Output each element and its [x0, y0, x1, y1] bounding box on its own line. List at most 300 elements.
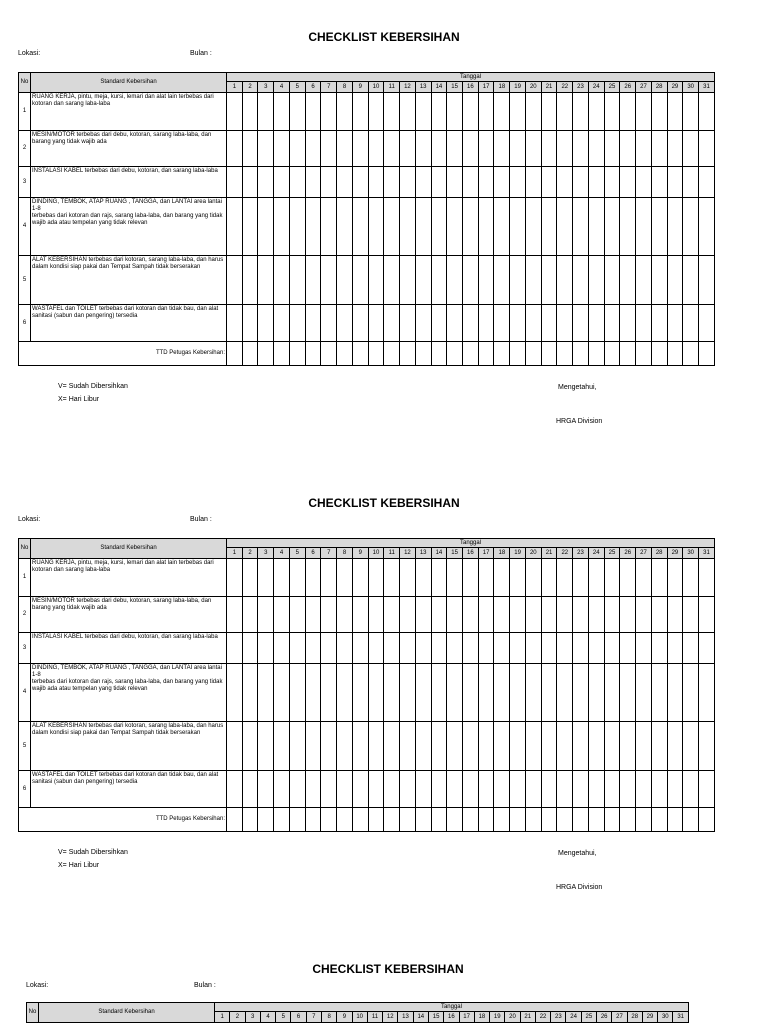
- check-cell[interactable]: [337, 305, 353, 342]
- check-cell[interactable]: [636, 131, 652, 167]
- signature-cell[interactable]: [368, 342, 384, 366]
- check-cell[interactable]: [463, 305, 479, 342]
- check-cell[interactable]: [636, 93, 652, 131]
- check-cell[interactable]: [321, 167, 337, 198]
- check-cell[interactable]: [620, 167, 636, 198]
- signature-cell[interactable]: [431, 808, 447, 832]
- check-cell[interactable]: [620, 664, 636, 722]
- check-cell[interactable]: [636, 305, 652, 342]
- check-cell[interactable]: [447, 633, 463, 664]
- check-cell[interactable]: [400, 597, 416, 633]
- signature-cell[interactable]: [321, 342, 337, 366]
- signature-cell[interactable]: [573, 342, 589, 366]
- check-cell[interactable]: [242, 771, 258, 808]
- check-cell[interactable]: [573, 131, 589, 167]
- check-cell[interactable]: [384, 664, 400, 722]
- check-cell[interactable]: [337, 559, 353, 597]
- check-cell[interactable]: [699, 771, 715, 808]
- check-cell[interactable]: [368, 198, 384, 256]
- check-cell[interactable]: [557, 722, 573, 771]
- check-cell[interactable]: [227, 597, 243, 633]
- check-cell[interactable]: [431, 597, 447, 633]
- check-cell[interactable]: [620, 559, 636, 597]
- check-cell[interactable]: [400, 722, 416, 771]
- signature-cell[interactable]: [463, 342, 479, 366]
- signature-cell[interactable]: [337, 808, 353, 832]
- signature-cell[interactable]: [620, 808, 636, 832]
- check-cell[interactable]: [683, 722, 699, 771]
- check-cell[interactable]: [699, 597, 715, 633]
- check-cell[interactable]: [274, 305, 290, 342]
- check-cell[interactable]: [321, 93, 337, 131]
- check-cell[interactable]: [337, 633, 353, 664]
- check-cell[interactable]: [683, 664, 699, 722]
- check-cell[interactable]: [651, 633, 667, 664]
- check-cell[interactable]: [384, 559, 400, 597]
- check-cell[interactable]: [667, 597, 683, 633]
- check-cell[interactable]: [321, 256, 337, 305]
- check-cell[interactable]: [415, 167, 431, 198]
- check-cell[interactable]: [305, 256, 321, 305]
- check-cell[interactable]: [573, 771, 589, 808]
- check-cell[interactable]: [400, 93, 416, 131]
- check-cell[interactable]: [683, 597, 699, 633]
- check-cell[interactable]: [368, 559, 384, 597]
- check-cell[interactable]: [289, 664, 305, 722]
- check-cell[interactable]: [352, 597, 368, 633]
- check-cell[interactable]: [274, 664, 290, 722]
- check-cell[interactable]: [384, 633, 400, 664]
- check-cell[interactable]: [321, 559, 337, 597]
- check-cell[interactable]: [620, 198, 636, 256]
- check-cell[interactable]: [431, 664, 447, 722]
- check-cell[interactable]: [478, 597, 494, 633]
- check-cell[interactable]: [337, 256, 353, 305]
- check-cell[interactable]: [651, 771, 667, 808]
- check-cell[interactable]: [447, 559, 463, 597]
- check-cell[interactable]: [431, 722, 447, 771]
- signature-cell[interactable]: [683, 342, 699, 366]
- check-cell[interactable]: [541, 305, 557, 342]
- check-cell[interactable]: [667, 131, 683, 167]
- check-cell[interactable]: [478, 305, 494, 342]
- check-cell[interactable]: [447, 597, 463, 633]
- signature-cell[interactable]: [557, 808, 573, 832]
- signature-cell[interactable]: [321, 808, 337, 832]
- check-cell[interactable]: [258, 131, 274, 167]
- check-cell[interactable]: [227, 559, 243, 597]
- check-cell[interactable]: [683, 167, 699, 198]
- check-cell[interactable]: [447, 664, 463, 722]
- check-cell[interactable]: [667, 93, 683, 131]
- check-cell[interactable]: [573, 305, 589, 342]
- check-cell[interactable]: [683, 131, 699, 167]
- check-cell[interactable]: [384, 597, 400, 633]
- signature-cell[interactable]: [573, 808, 589, 832]
- check-cell[interactable]: [289, 198, 305, 256]
- check-cell[interactable]: [604, 131, 620, 167]
- check-cell[interactable]: [321, 771, 337, 808]
- check-cell[interactable]: [667, 664, 683, 722]
- check-cell[interactable]: [699, 256, 715, 305]
- signature-cell[interactable]: [227, 808, 243, 832]
- check-cell[interactable]: [683, 256, 699, 305]
- check-cell[interactable]: [541, 131, 557, 167]
- check-cell[interactable]: [431, 167, 447, 198]
- check-cell[interactable]: [242, 256, 258, 305]
- check-cell[interactable]: [636, 722, 652, 771]
- check-cell[interactable]: [494, 722, 510, 771]
- check-cell[interactable]: [352, 559, 368, 597]
- check-cell[interactable]: [620, 597, 636, 633]
- signature-cell[interactable]: [478, 808, 494, 832]
- signature-cell[interactable]: [494, 808, 510, 832]
- signature-cell[interactable]: [463, 808, 479, 832]
- check-cell[interactable]: [368, 256, 384, 305]
- check-cell[interactable]: [242, 664, 258, 722]
- signature-cell[interactable]: [525, 342, 541, 366]
- check-cell[interactable]: [541, 167, 557, 198]
- check-cell[interactable]: [620, 305, 636, 342]
- check-cell[interactable]: [227, 664, 243, 722]
- check-cell[interactable]: [258, 722, 274, 771]
- check-cell[interactable]: [258, 198, 274, 256]
- check-cell[interactable]: [510, 559, 526, 597]
- signature-cell[interactable]: [415, 808, 431, 832]
- check-cell[interactable]: [494, 198, 510, 256]
- signature-cell[interactable]: [384, 808, 400, 832]
- signature-cell[interactable]: [274, 342, 290, 366]
- check-cell[interactable]: [274, 93, 290, 131]
- check-cell[interactable]: [431, 93, 447, 131]
- check-cell[interactable]: [337, 597, 353, 633]
- check-cell[interactable]: [384, 305, 400, 342]
- check-cell[interactable]: [557, 131, 573, 167]
- check-cell[interactable]: [400, 256, 416, 305]
- check-cell[interactable]: [667, 771, 683, 808]
- check-cell[interactable]: [620, 256, 636, 305]
- check-cell[interactable]: [494, 305, 510, 342]
- check-cell[interactable]: [667, 633, 683, 664]
- check-cell[interactable]: [525, 722, 541, 771]
- check-cell[interactable]: [636, 664, 652, 722]
- check-cell[interactable]: [463, 722, 479, 771]
- check-cell[interactable]: [274, 633, 290, 664]
- check-cell[interactable]: [289, 559, 305, 597]
- check-cell[interactable]: [510, 664, 526, 722]
- check-cell[interactable]: [651, 664, 667, 722]
- check-cell[interactable]: [337, 131, 353, 167]
- check-cell[interactable]: [573, 722, 589, 771]
- signature-cell[interactable]: [651, 342, 667, 366]
- check-cell[interactable]: [447, 93, 463, 131]
- check-cell[interactable]: [683, 305, 699, 342]
- check-cell[interactable]: [604, 597, 620, 633]
- check-cell[interactable]: [368, 664, 384, 722]
- check-cell[interactable]: [305, 633, 321, 664]
- signature-cell[interactable]: [242, 808, 258, 832]
- check-cell[interactable]: [368, 93, 384, 131]
- signature-cell[interactable]: [384, 342, 400, 366]
- check-cell[interactable]: [305, 93, 321, 131]
- check-cell[interactable]: [588, 93, 604, 131]
- check-cell[interactable]: [274, 167, 290, 198]
- check-cell[interactable]: [305, 131, 321, 167]
- check-cell[interactable]: [227, 198, 243, 256]
- check-cell[interactable]: [478, 256, 494, 305]
- check-cell[interactable]: [557, 256, 573, 305]
- check-cell[interactable]: [651, 131, 667, 167]
- check-cell[interactable]: [415, 722, 431, 771]
- check-cell[interactable]: [541, 256, 557, 305]
- check-cell[interactable]: [258, 597, 274, 633]
- check-cell[interactable]: [494, 771, 510, 808]
- check-cell[interactable]: [541, 198, 557, 256]
- check-cell[interactable]: [242, 559, 258, 597]
- check-cell[interactable]: [321, 633, 337, 664]
- check-cell[interactable]: [415, 664, 431, 722]
- check-cell[interactable]: [337, 93, 353, 131]
- check-cell[interactable]: [478, 664, 494, 722]
- check-cell[interactable]: [305, 664, 321, 722]
- check-cell[interactable]: [667, 305, 683, 342]
- check-cell[interactable]: [478, 559, 494, 597]
- check-cell[interactable]: [415, 597, 431, 633]
- check-cell[interactable]: [415, 771, 431, 808]
- check-cell[interactable]: [557, 771, 573, 808]
- check-cell[interactable]: [588, 664, 604, 722]
- check-cell[interactable]: [258, 256, 274, 305]
- signature-cell[interactable]: [541, 808, 557, 832]
- check-cell[interactable]: [699, 93, 715, 131]
- check-cell[interactable]: [557, 167, 573, 198]
- check-cell[interactable]: [494, 256, 510, 305]
- check-cell[interactable]: [447, 131, 463, 167]
- check-cell[interactable]: [400, 771, 416, 808]
- check-cell[interactable]: [463, 559, 479, 597]
- check-cell[interactable]: [557, 633, 573, 664]
- check-cell[interactable]: [699, 664, 715, 722]
- check-cell[interactable]: [415, 131, 431, 167]
- check-cell[interactable]: [384, 722, 400, 771]
- check-cell[interactable]: [463, 198, 479, 256]
- signature-cell[interactable]: [305, 342, 321, 366]
- signature-cell[interactable]: [478, 342, 494, 366]
- check-cell[interactable]: [478, 93, 494, 131]
- check-cell[interactable]: [463, 771, 479, 808]
- check-cell[interactable]: [274, 198, 290, 256]
- check-cell[interactable]: [525, 198, 541, 256]
- check-cell[interactable]: [384, 771, 400, 808]
- signature-cell[interactable]: [510, 808, 526, 832]
- check-cell[interactable]: [447, 167, 463, 198]
- signature-cell[interactable]: [667, 342, 683, 366]
- check-cell[interactable]: [478, 198, 494, 256]
- signature-cell[interactable]: [525, 808, 541, 832]
- check-cell[interactable]: [352, 633, 368, 664]
- check-cell[interactable]: [447, 771, 463, 808]
- check-cell[interactable]: [368, 131, 384, 167]
- check-cell[interactable]: [588, 771, 604, 808]
- check-cell[interactable]: [337, 771, 353, 808]
- check-cell[interactable]: [699, 305, 715, 342]
- check-cell[interactable]: [636, 597, 652, 633]
- check-cell[interactable]: [289, 771, 305, 808]
- check-cell[interactable]: [478, 131, 494, 167]
- check-cell[interactable]: [683, 633, 699, 664]
- check-cell[interactable]: [447, 305, 463, 342]
- check-cell[interactable]: [478, 633, 494, 664]
- check-cell[interactable]: [604, 664, 620, 722]
- check-cell[interactable]: [227, 167, 243, 198]
- check-cell[interactable]: [525, 131, 541, 167]
- check-cell[interactable]: [699, 167, 715, 198]
- check-cell[interactable]: [525, 597, 541, 633]
- check-cell[interactable]: [620, 771, 636, 808]
- signature-cell[interactable]: [604, 808, 620, 832]
- check-cell[interactable]: [400, 664, 416, 722]
- check-cell[interactable]: [699, 722, 715, 771]
- check-cell[interactable]: [636, 771, 652, 808]
- check-cell[interactable]: [400, 633, 416, 664]
- check-cell[interactable]: [525, 167, 541, 198]
- check-cell[interactable]: [368, 771, 384, 808]
- signature-cell[interactable]: [604, 342, 620, 366]
- check-cell[interactable]: [305, 559, 321, 597]
- signature-cell[interactable]: [258, 342, 274, 366]
- check-cell[interactable]: [305, 305, 321, 342]
- signature-cell[interactable]: [510, 342, 526, 366]
- check-cell[interactable]: [289, 256, 305, 305]
- check-cell[interactable]: [289, 722, 305, 771]
- check-cell[interactable]: [321, 664, 337, 722]
- check-cell[interactable]: [352, 131, 368, 167]
- signature-cell[interactable]: [620, 342, 636, 366]
- signature-cell[interactable]: [258, 808, 274, 832]
- check-cell[interactable]: [588, 305, 604, 342]
- check-cell[interactable]: [541, 597, 557, 633]
- check-cell[interactable]: [400, 167, 416, 198]
- check-cell[interactable]: [463, 256, 479, 305]
- check-cell[interactable]: [242, 633, 258, 664]
- check-cell[interactable]: [573, 633, 589, 664]
- check-cell[interactable]: [321, 131, 337, 167]
- signature-cell[interactable]: [588, 808, 604, 832]
- signature-cell[interactable]: [651, 808, 667, 832]
- check-cell[interactable]: [415, 305, 431, 342]
- check-cell[interactable]: [494, 93, 510, 131]
- check-cell[interactable]: [557, 559, 573, 597]
- check-cell[interactable]: [510, 597, 526, 633]
- check-cell[interactable]: [573, 198, 589, 256]
- check-cell[interactable]: [431, 559, 447, 597]
- check-cell[interactable]: [305, 771, 321, 808]
- check-cell[interactable]: [557, 664, 573, 722]
- check-cell[interactable]: [463, 597, 479, 633]
- check-cell[interactable]: [431, 305, 447, 342]
- signature-cell[interactable]: [667, 808, 683, 832]
- check-cell[interactable]: [368, 597, 384, 633]
- check-cell[interactable]: [557, 198, 573, 256]
- check-cell[interactable]: [510, 633, 526, 664]
- check-cell[interactable]: [525, 305, 541, 342]
- check-cell[interactable]: [494, 633, 510, 664]
- check-cell[interactable]: [667, 167, 683, 198]
- check-cell[interactable]: [242, 131, 258, 167]
- check-cell[interactable]: [525, 93, 541, 131]
- signature-cell[interactable]: [415, 342, 431, 366]
- signature-cell[interactable]: [699, 808, 715, 832]
- check-cell[interactable]: [305, 722, 321, 771]
- check-cell[interactable]: [557, 305, 573, 342]
- check-cell[interactable]: [588, 559, 604, 597]
- check-cell[interactable]: [400, 198, 416, 256]
- check-cell[interactable]: [510, 131, 526, 167]
- check-cell[interactable]: [384, 167, 400, 198]
- check-cell[interactable]: [415, 256, 431, 305]
- check-cell[interactable]: [242, 722, 258, 771]
- signature-cell[interactable]: [683, 808, 699, 832]
- check-cell[interactable]: [400, 131, 416, 167]
- check-cell[interactable]: [463, 167, 479, 198]
- check-cell[interactable]: [525, 256, 541, 305]
- check-cell[interactable]: [588, 256, 604, 305]
- check-cell[interactable]: [573, 256, 589, 305]
- check-cell[interactable]: [368, 633, 384, 664]
- check-cell[interactable]: [651, 256, 667, 305]
- check-cell[interactable]: [289, 305, 305, 342]
- check-cell[interactable]: [573, 597, 589, 633]
- check-cell[interactable]: [573, 664, 589, 722]
- check-cell[interactable]: [651, 305, 667, 342]
- check-cell[interactable]: [604, 722, 620, 771]
- check-cell[interactable]: [258, 167, 274, 198]
- signature-cell[interactable]: [636, 342, 652, 366]
- check-cell[interactable]: [541, 664, 557, 722]
- check-cell[interactable]: [305, 597, 321, 633]
- check-cell[interactable]: [541, 722, 557, 771]
- check-cell[interactable]: [352, 664, 368, 722]
- check-cell[interactable]: [510, 256, 526, 305]
- signature-cell[interactable]: [636, 808, 652, 832]
- check-cell[interactable]: [227, 722, 243, 771]
- check-cell[interactable]: [525, 771, 541, 808]
- check-cell[interactable]: [242, 167, 258, 198]
- check-cell[interactable]: [258, 305, 274, 342]
- check-cell[interactable]: [463, 93, 479, 131]
- signature-cell[interactable]: [557, 342, 573, 366]
- check-cell[interactable]: [274, 559, 290, 597]
- check-cell[interactable]: [699, 198, 715, 256]
- check-cell[interactable]: [352, 198, 368, 256]
- check-cell[interactable]: [384, 131, 400, 167]
- check-cell[interactable]: [289, 597, 305, 633]
- check-cell[interactable]: [415, 559, 431, 597]
- check-cell[interactable]: [699, 131, 715, 167]
- check-cell[interactable]: [463, 633, 479, 664]
- check-cell[interactable]: [352, 167, 368, 198]
- check-cell[interactable]: [636, 198, 652, 256]
- check-cell[interactable]: [478, 167, 494, 198]
- signature-cell[interactable]: [400, 342, 416, 366]
- check-cell[interactable]: [289, 167, 305, 198]
- check-cell[interactable]: [604, 93, 620, 131]
- check-cell[interactable]: [683, 771, 699, 808]
- check-cell[interactable]: [494, 559, 510, 597]
- check-cell[interactable]: [620, 93, 636, 131]
- check-cell[interactable]: [651, 722, 667, 771]
- check-cell[interactable]: [636, 167, 652, 198]
